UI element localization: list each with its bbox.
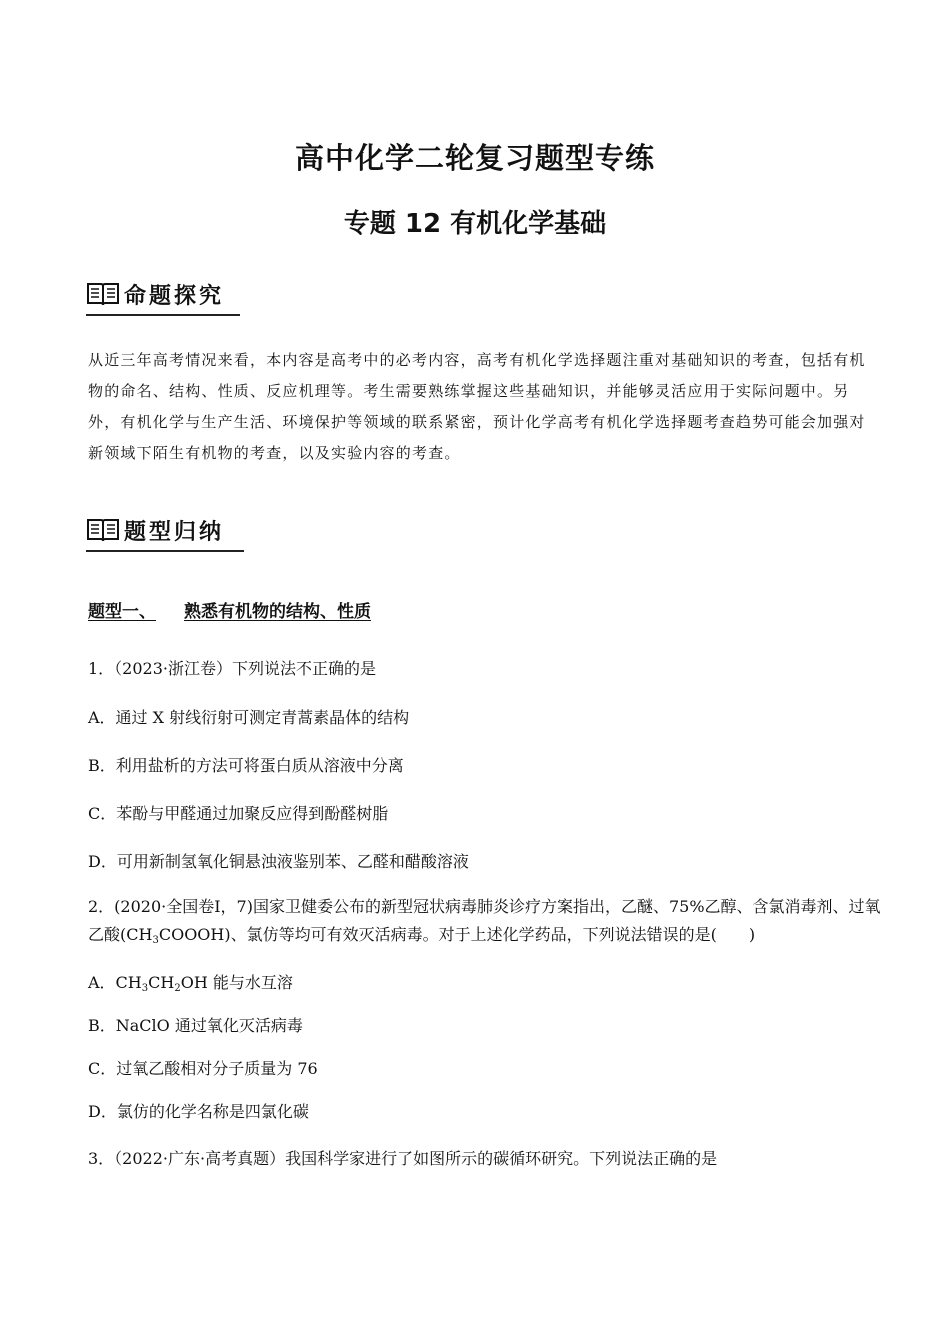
type-heading-number: 题型一、 bbox=[88, 602, 156, 622]
question-1-option-c: C．苯酚与甲醛通过加聚反应得到酚醛树脂 bbox=[88, 804, 389, 823]
question-2-option-d: D．氯仿的化学名称是四氯化碳 bbox=[88, 1102, 309, 1121]
page-subtitle: 专题 12 有机化学基础 bbox=[343, 209, 607, 239]
page-title: 高中化学二轮复习题型专练 bbox=[294, 141, 655, 175]
section-heading-types bbox=[86, 510, 244, 552]
intro-paragraph: 从近三年高考情况来看，本内容是高考中的必考内容，高考有机化学选择题注重对基础知识的考查，包括有机物的命名、结构、性质、反应机理等。考生需要熟练掌握这些基础知识，并能够灵活应用于实际问题中。另外，有机化学与生产生活、环境保护等领域的联系紧密，预计化学高考有机化学选择题考查趋势可能会加强对新领域下陌生有机物的考查，以及实验内容的考查。 bbox=[88, 351, 866, 462]
section-label: 题型归纳 bbox=[124, 519, 225, 545]
open-book-icon bbox=[86, 281, 120, 307]
type-heading-title: 熟悉有机物的结构、性质 bbox=[184, 602, 371, 622]
open-book-icon bbox=[86, 517, 120, 543]
question-2-option-a: A．$CH_3CH_2OH$ 能与水互溶 bbox=[88, 973, 293, 994]
question-2-stem: 2．(2020·全国卷Ⅰ，7)国家卫健委公布的新型冠状病毒肺炎诊疗方案指出，乙醚、75%乙醇、含氯消毒剂、过氧乙酸$(CH_3COOOH)$、氯仿等均可有效灭活病毒。对于上述化学药品，下列说法错误的是( ) bbox=[88, 897, 881, 946]
question-2-option-c: C．过氧乙酸相对分子质量为 76 bbox=[88, 1059, 318, 1078]
question-1-option-d: D．可用新制氢氧化铜悬浊液鉴别苯、乙醛和醋酸溶液 bbox=[88, 852, 469, 871]
section-label: 命题探究 bbox=[124, 283, 225, 309]
type-heading bbox=[88, 597, 371, 622]
question-2-option-b: B．NaClO 通过氧化灭活病毒 bbox=[88, 1016, 303, 1035]
question-1-option-a: A．通过 X 射线衍射可测定青蒿素晶体的结构 bbox=[88, 708, 410, 727]
section-heading-exploration bbox=[86, 274, 240, 316]
question-1-stem: 1．（2023·浙江卷）下列说法不正确的是 bbox=[88, 659, 376, 678]
question-1-option-b: B．利用盐析的方法可将蛋白质从溶液中分离 bbox=[88, 756, 404, 775]
question-3-stem: 3．（2022·广东·高考真题）我国科学家进行了如图所示的碳循环研究。下列说法正确的是 bbox=[88, 1149, 718, 1168]
